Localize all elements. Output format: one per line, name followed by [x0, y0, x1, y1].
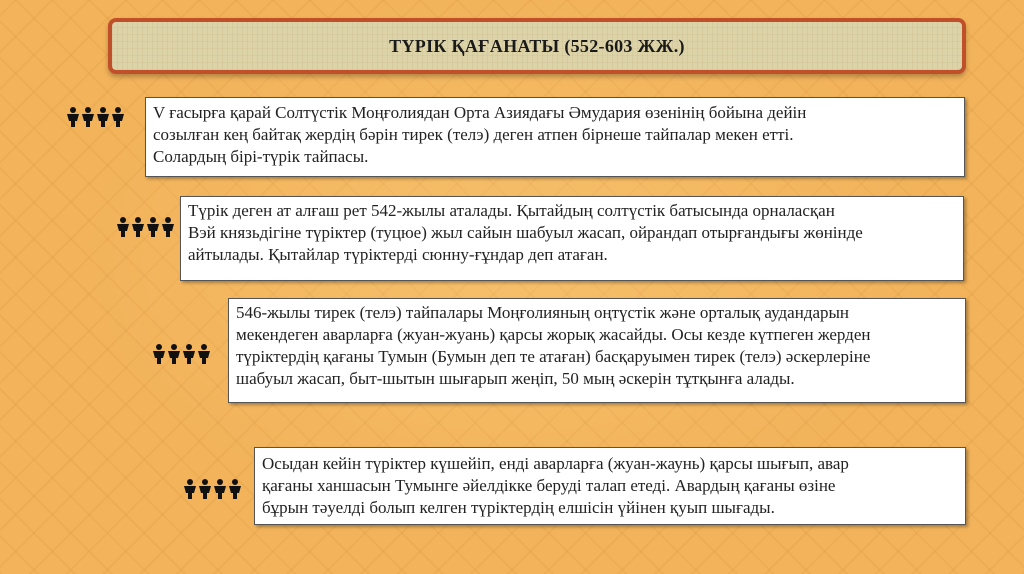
paragraph-line: Осыдан кейін түріктер күшейіп, енді аварларға (жуан-жаунь) қарсы шығып, авар — [262, 454, 849, 473]
paragraph-line: қағаны ханшасын Тумынге әйелдікке беруді талап етеді. Авардың қағаны өзіне — [262, 476, 836, 495]
people-group-icon — [183, 478, 243, 500]
paragraph-line: Түрік деген ат алғаш рет 542-жылы аталады. Қытайдың солтүстік батысында орналасқан — [188, 201, 835, 220]
people-group-icon — [66, 106, 126, 128]
paragraph-line: мекендеген аварларға (жуан-жуань) қарсы жорық жасайды. Осы кезде күтпеген жерден — [236, 325, 871, 344]
paragraph-line: шабуыл жасап, быт-шытын шығарып жеңіп, 50 мың әскерін тұтқынға алады. — [236, 369, 795, 388]
slide-title: ТҮРІК ҚАҒАНАТЫ (552-603 ЖЖ.) — [389, 35, 685, 56]
paragraph-line: бұрын тәуелді болып келген түріктердің елшісін үйінен қуып шығады. — [262, 498, 775, 517]
paragraph-line: V ғасырға қарай Солтүстік Моңғолиядан Орта Азиядағы Әмудария өзенінің бойына дейін — [153, 103, 807, 122]
text-card-2 — [180, 196, 964, 281]
paragraph-line: созылған кең байтақ жердің бәрін тирек (телэ) деген атпен бірнеше тайпалар мекен етті. — [153, 125, 794, 144]
paragraph-line: 546-жылы тирек (телэ) тайпалары Моңғолияның оңтүстік және орталық аудандарын — [236, 303, 850, 322]
text-card-4 — [254, 447, 966, 525]
people-group-icon — [152, 343, 212, 365]
title-banner — [108, 18, 966, 74]
people-group-icon — [116, 216, 176, 238]
paragraph-line: Вэй князьдігіне түріктер (туцюе) жыл сайын шабуыл жасап, ойрандап отырғандығы жөнінде — [188, 223, 863, 242]
paragraph-line: түріктердің қағаны Тумын (Бумын деп те атаған) басқаруымен тирек (телэ) әскерлеріне — [236, 347, 871, 366]
text-card-1 — [145, 97, 965, 177]
paragraph-line: Солардың бірі-түрік тайпасы. — [153, 147, 369, 166]
text-card-3 — [228, 298, 966, 403]
paragraph-line: айтылады. Қытайлар түріктерді сюнну-ғұндар деп атаған. — [188, 245, 608, 264]
